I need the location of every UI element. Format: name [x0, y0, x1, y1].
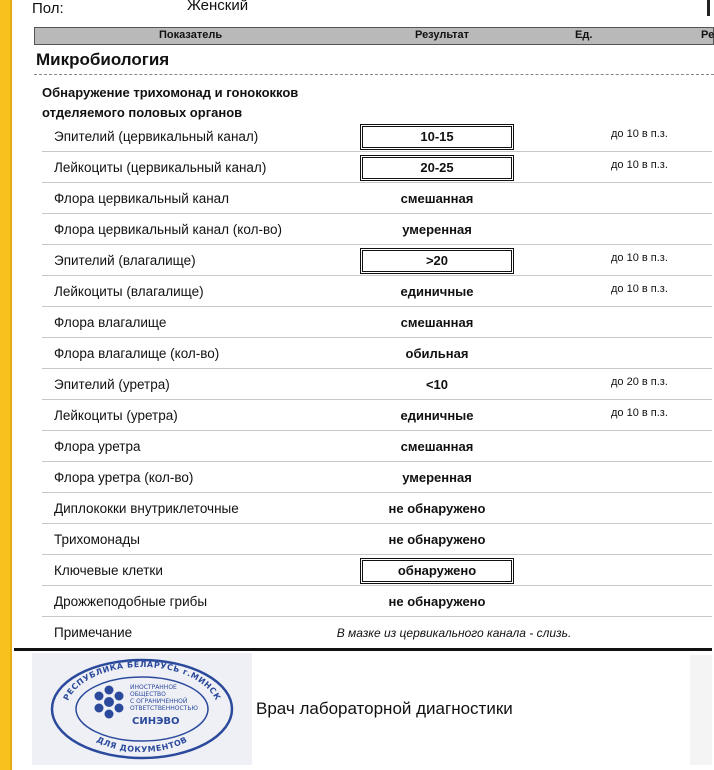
row-result: не обнаружено: [388, 594, 486, 609]
group-title: Обнаружение трихомонад и гонококков отделяемого половых органов: [42, 85, 299, 120]
row-result: умеренная: [402, 222, 472, 237]
table-row: [42, 586, 712, 617]
table-row: [42, 183, 712, 214]
row-result: не обнаружено: [388, 501, 486, 516]
signature-label: Врач лабораторной диагностики: [256, 699, 513, 718]
row-indicator: Лейкоциты (влагалище): [54, 284, 204, 299]
footer-divider: [14, 648, 712, 651]
left-accent-bar-edge: [10, 0, 12, 770]
row-indicator: Дрожжеподобные грибы: [54, 594, 208, 609]
row-result: обильная: [405, 346, 469, 361]
row-indicator: Лейкоциты (цервикальный канал): [54, 160, 267, 175]
row-indicator: Флора влагалище: [54, 315, 167, 330]
signature-area-shade: [690, 655, 712, 765]
row-result: смешанная: [400, 315, 474, 330]
header-unit: Ед.: [575, 29, 593, 41]
gender-label: Пол:: [32, 0, 64, 17]
row-reference: до 10 в п.з.: [611, 407, 668, 419]
stamp-inner-line: ОТВЕТСТВЕННОСТЬЮ: [130, 705, 198, 712]
stamp-outer-bottom-text: ДЛЯ ДОКУМЕНТОВ: [95, 735, 189, 755]
patient-gender-row: [14, 0, 712, 22]
note-label: Примечание: [54, 625, 133, 640]
stamp-flower-icon: [95, 686, 124, 719]
table-row: [42, 307, 712, 338]
row-indicator: Лейкоциты (уретра): [54, 408, 178, 423]
row-result: смешанная: [400, 439, 474, 454]
row-result: смешанная: [400, 191, 474, 206]
stamp-inner-line: ИНОСТРАННОЕ: [130, 684, 177, 691]
table-row: [42, 245, 712, 276]
row-result-flagged: 20-25: [360, 155, 514, 181]
table-row: [42, 152, 712, 183]
row-indicator: Эпителий (влагалище): [54, 253, 196, 268]
table-row: [42, 214, 712, 245]
table-row: [42, 369, 712, 400]
table-row: [42, 524, 712, 555]
note-text: В мазке из цервикального канала - слизь.: [336, 626, 572, 640]
row-result-flagged: обнаружено: [360, 558, 514, 584]
row-result: единичные: [400, 408, 474, 423]
table-row: [42, 555, 712, 586]
row-indicator: Эпителий (уретра): [54, 377, 170, 392]
row-result-flagged: 10-15: [360, 124, 514, 150]
table-row: [42, 276, 712, 307]
stamp-outer-top-text: РЕСПУБЛИКА БЕЛАРУСЬ г.МИНСК: [61, 659, 223, 702]
table-row: [42, 431, 712, 462]
row-result: не обнаружено: [388, 532, 486, 547]
header-result: Результат: [415, 29, 470, 41]
report-page: [14, 0, 712, 770]
left-accent-bar: [0, 0, 10, 770]
row-result: умеренная: [402, 470, 472, 485]
row-indicator: Диплококки внутриклеточные: [54, 501, 239, 516]
stamp-area: [32, 653, 252, 765]
row-indicator: Флора влагалище (кол-во): [54, 346, 220, 361]
stamp-inner-line: С ОГРАНИЧЕННОЙ: [130, 698, 188, 705]
table-row: [42, 400, 712, 431]
corner-mark: [707, 0, 710, 16]
stamp-brand: СИНЭВО: [132, 716, 180, 727]
row-result: <10: [425, 377, 449, 392]
section-title: Микробиология: [36, 50, 170, 69]
table-header: [34, 27, 714, 45]
row-result: единичные: [400, 284, 474, 299]
table-row: [42, 493, 712, 524]
row-reference: до 20 в п.з.: [611, 376, 668, 388]
header-reference: Ре: [701, 29, 714, 41]
table-row: [42, 338, 712, 369]
section-divider: [34, 74, 714, 75]
row-indicator: Трихомонады: [54, 532, 140, 547]
row-indicator: Ключевые клетки: [54, 563, 163, 578]
table-row: [42, 121, 712, 152]
gender-value: Женский: [187, 0, 249, 14]
organization-stamp: [46, 657, 238, 761]
row-reference: до 10 в п.з.: [611, 283, 668, 295]
row-indicator: Флора цервикальный канал (кол-во): [54, 222, 282, 237]
note-row: [42, 617, 712, 648]
row-indicator: Эпителий (цервикальный канал): [54, 129, 259, 144]
stamp-inner-line: ОБЩЕСТВО: [130, 691, 166, 698]
row-reference: до 10 в п.з.: [611, 252, 668, 264]
results-table: [42, 121, 712, 648]
row-indicator: Флора цервикальный канал: [54, 191, 230, 206]
row-result-flagged: >20: [360, 248, 514, 274]
row-reference: до 10 в п.з.: [611, 128, 668, 140]
header-indicator: Показатель: [159, 29, 223, 41]
row-indicator: Флора уретра: [54, 439, 141, 454]
row-indicator: Флора уретра (кол-во): [54, 470, 194, 485]
row-reference: до 10 в п.з.: [611, 159, 668, 171]
table-row: [42, 462, 712, 493]
